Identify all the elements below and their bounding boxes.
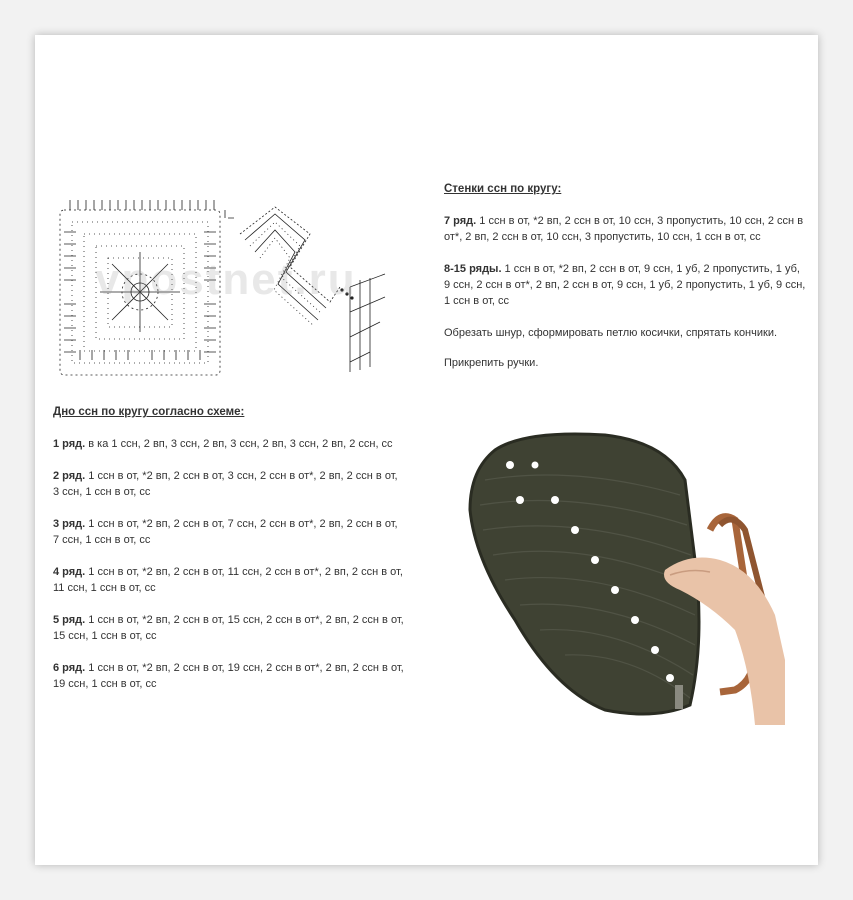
row-text: 1 ссн в от, *2 вп, 2 ссн в от, 3 ссн, 2 ссн в от*, 2 вп, 2 ссн в от, 3 ссн, 1 ссн в от, сс	[53, 470, 398, 498]
instruction-row	[53, 564, 405, 596]
watermark: vpostnet.ru	[95, 255, 357, 304]
instruction-row	[53, 468, 405, 500]
bag-photo	[455, 420, 785, 725]
finish-instruction: Обрезать шнур, сформировать петлю косички, спрятать кончики.	[444, 327, 778, 339]
instruction-row	[53, 612, 405, 644]
instruction-row	[53, 516, 405, 548]
row-title: 1 ряд.	[53, 438, 86, 450]
instruction-row	[53, 660, 405, 692]
row-title: 2 ряд.	[53, 470, 86, 482]
row-text: в ка 1 ссн, 2 вп, 3 ссн, 2 вп, 3 ссн, 2 вп, 3 ссн, 2 вп, 2 ссн, сс	[85, 438, 393, 450]
row-text: 1 ссн в от, *2 вп, 2 ссн в от, 9 ссн, 1 уб, 2 пропустить, 1 уб, 9 ссн, 2 ссн в от*, 2 вп, 2 ссн в от, 9 ссн, 1 уб, 2 пропустить, 1 уб, 9 ссн, 1 ссн в от, сс	[444, 263, 806, 307]
instruction-row	[444, 213, 806, 245]
row-title: 6 ряд.	[53, 662, 86, 674]
bottom-heading: Дно ссн по кругу согласно схеме:	[53, 406, 245, 418]
instruction-row	[53, 436, 405, 452]
walls-heading: Стенки ссн по кругу:	[444, 183, 562, 195]
instruction-row	[444, 261, 806, 309]
row-title: 8-15 ряды.	[444, 263, 502, 275]
row-text: 1 ссн в от, *2 вп, 2 ссн в от, 10 ссн, 3 пропустить, 10 ссн, 2 ссн в от*, 2 вп, 2 ссн в от, 10 ссн, 3 пропустить, 10 ссн, 1 ссн в от, сс	[444, 215, 804, 243]
walls-instructions	[444, 181, 806, 385]
row-text: 1 ссн в от, *2 вп, 2 ссн в от, 15 ссн, 2 ссн в от*, 2 вп, 2 ссн в от, 15 ссн, 1 ссн в от, сс	[53, 614, 404, 642]
row-title: 7 ряд.	[444, 215, 477, 227]
row-title: 5 ряд.	[53, 614, 86, 626]
row-text: 1 ссн в от, *2 вп, 2 ссн в от, 19 ссн, 2 ссн в от*, 2 вп, 2 ссн в от, 19 ссн, 1 ссн в от, сс	[53, 662, 404, 690]
row-title: 3 ряд.	[53, 518, 86, 530]
row-text: 1 ссн в от, *2 вп, 2 ссн в от, 11 ссн, 2 ссн в от*, 2 вп, 2 ссн в от, 11 ссн, 1 ссн в от, сс	[53, 566, 403, 594]
attach-instruction: Прикрепить ручки.	[444, 357, 539, 369]
bottom-instructions	[53, 404, 405, 708]
row-title: 4 ряд.	[53, 566, 86, 578]
row-text: 1 ссн в от, *2 вп, 2 ссн в от, 7 ссн, 2 ссн в от*, 2 вп, 2 ссн в от, 7 ссн, 1 ссн в от, сс	[53, 518, 398, 546]
